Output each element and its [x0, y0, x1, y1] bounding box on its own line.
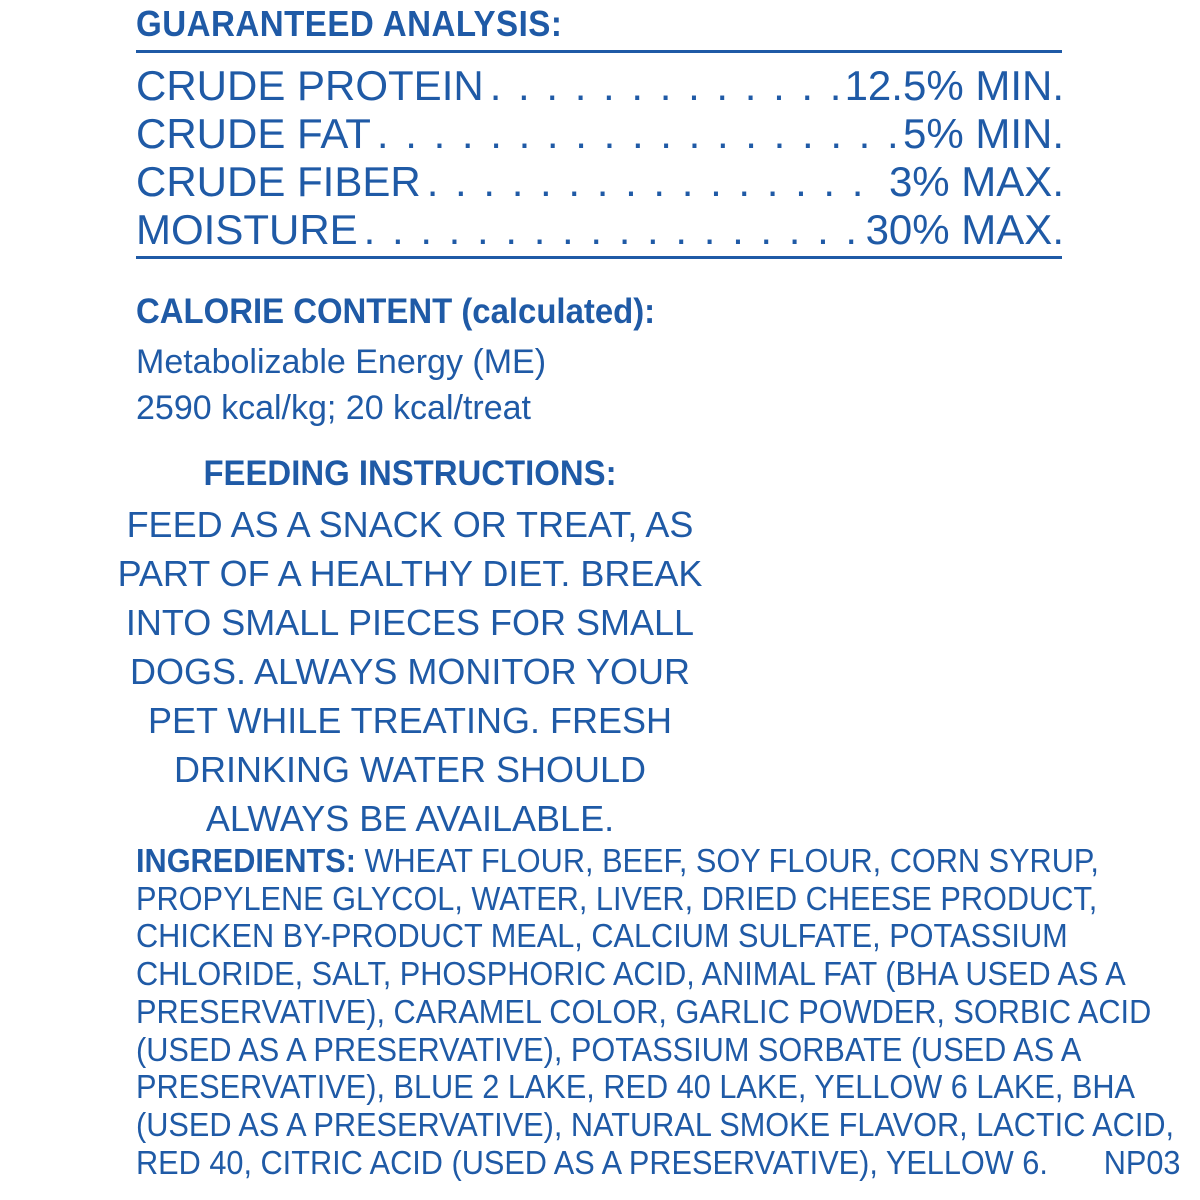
calorie-energy-value: 2590 kcal/kg; 20 kcal/treat — [136, 389, 532, 427]
ingredients-text: RED 40, CITRIC ACID (USED AS A PRESERVATIVE), YELLOW 6. — [136, 1143, 1048, 1181]
dot-leader — [490, 62, 839, 110]
ingredients-label: INGREDIENTS: — [136, 842, 356, 879]
guaranteed-analysis-heading: GUARANTEED ANALYSIS: — [136, 3, 563, 44]
calorie-content-heading: CALORIE CONTENT (calculated): — [136, 292, 656, 331]
analysis-nutrient-value: 30% MAX. — [865, 206, 1064, 253]
ingredients-text: WHEAT FLOUR, BEEF, SOY FLOUR, CORN SYRUP, — [355, 842, 1099, 879]
ingredients-line — [136, 1143, 1181, 1182]
analysis-nutrient-name: CRUDE FAT — [136, 110, 371, 157]
analysis-nutrient-value: 3% MAX. — [888, 158, 1064, 205]
feeding-line: PET WHILE TREATING. FRESH — [147, 700, 673, 741]
analysis-nutrient-value: 12.5% MIN. — [844, 62, 1064, 109]
feeding-line: ALWAYS BE AVAILABLE. — [205, 798, 615, 839]
analysis-nutrient-value: 5% MIN. — [902, 110, 1064, 157]
feeding-instructions-text — [100, 500, 720, 843]
ingredients-line: PRESERVATIVE), CARAMEL COLOR, GARLIC POWDER, SORBIC ACID — [136, 992, 1152, 1030]
guaranteed-analysis-table — [136, 62, 1064, 254]
feeding-line: DRINKING WATER SHOULD — [173, 749, 647, 790]
analysis-row — [136, 62, 1064, 110]
ingredients-line: CHICKEN BY-PRODUCT MEAL, CALCIUM SULFATE, POTASSIUM — [136, 917, 1068, 955]
ingredients-line: PRESERVATIVE), BLUE 2 LAKE, RED 40 LAKE, YELLOW 6 LAKE, BHA — [136, 1068, 1135, 1106]
analysis-row — [136, 158, 1064, 206]
ingredients-line: (USED AS A PRESERVATIVE), POTASSIUM SORBATE (USED AS A — [136, 1030, 1082, 1068]
feeding-line: PART OF A HEALTHY DIET. BREAK — [117, 553, 703, 594]
ingredients-line — [136, 842, 1099, 880]
ingredients-list — [136, 842, 1181, 1181]
analysis-nutrient-name: CRUDE FIBER — [136, 158, 421, 205]
dot-leader — [377, 110, 897, 158]
feeding-instructions — [100, 450, 720, 843]
product-code: NP03 — [1103, 1143, 1181, 1181]
feeding-line: INTO SMALL PIECES FOR SMALL — [125, 602, 695, 643]
analysis-top-rule — [136, 50, 1062, 53]
analysis-bottom-rule — [136, 256, 1062, 259]
dot-leader — [427, 158, 883, 206]
feeding-line: DOGS. ALWAYS MONITOR YOUR — [129, 651, 691, 692]
ingredients-line: PROPYLENE GLYCOL, WATER, LIVER, DRIED CHEESE PRODUCT, — [136, 879, 1098, 917]
analysis-row — [136, 110, 1064, 158]
feeding-line: FEED AS A SNACK OR TREAT, AS — [126, 504, 694, 545]
calorie-energy-label: Metabolizable Energy (ME) — [136, 343, 547, 381]
analysis-nutrient-name: CRUDE PROTEIN — [136, 62, 484, 109]
dot-leader — [364, 206, 860, 254]
analysis-row — [136, 206, 1064, 254]
analysis-nutrient-name: MOISTURE — [136, 206, 358, 253]
feeding-instructions-heading: FEEDING INSTRUCTIONS: — [203, 454, 617, 493]
ingredients-line: CHLORIDE, SALT, PHOSPHORIC ACID, ANIMAL FAT (BHA USED AS A — [136, 955, 1126, 993]
ingredients-line: (USED AS A PRESERVATIVE), NATURAL SMOKE FLAVOR, LACTIC ACID, — [136, 1105, 1175, 1143]
